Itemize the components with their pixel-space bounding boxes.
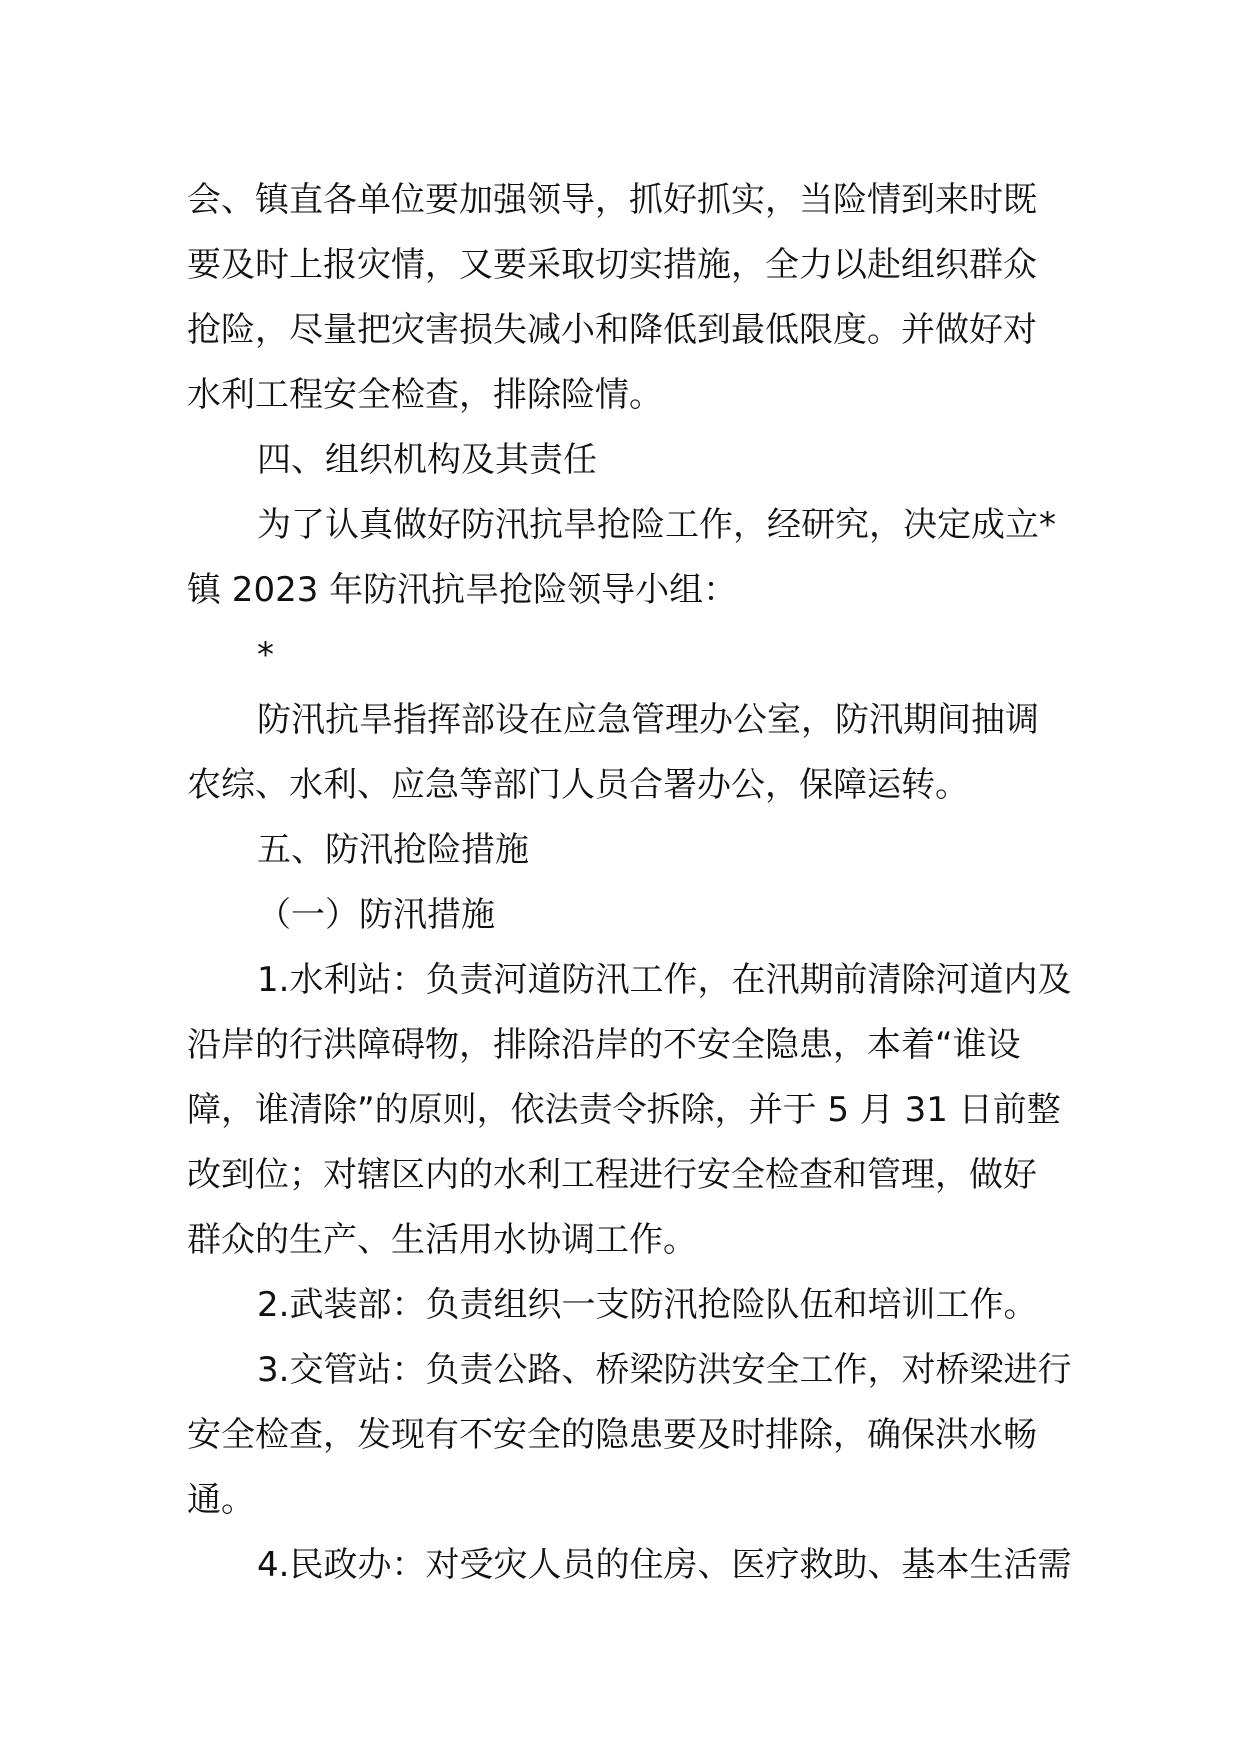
paragraph-line: 防汛抗旱指挥部设在应急管理办公室，防汛期间抽调	[257, 700, 1039, 740]
paragraph-line: 抢险，尽量把灾害损失减小和降低到最低限度。并做好对	[187, 310, 1037, 350]
paragraph-line: 会、镇直各单位要加强领导，抓好抓实，当险情到来时既	[187, 180, 1037, 220]
list-item-line: 群众的生产、生活用水协调工作。	[187, 1220, 697, 1260]
list-item-line: 1.水利站：负责河道防汛工作，在汛期前清除河道内及	[257, 960, 1072, 1000]
list-item-line: 通。	[187, 1480, 255, 1520]
document-page	[187, 168, 1072, 1598]
paragraph-line: 镇 2023 年防汛抗旱抢险领导小组：	[187, 570, 738, 610]
paragraph-line: 要及时上报灾情，又要采取切实措施，全力以赴组织群众	[187, 245, 1037, 285]
paragraph-line: 水利工程安全检查，排除险情。	[187, 375, 663, 415]
subsection-heading: （一）防汛措施	[257, 895, 495, 935]
section-heading: 四、组织机构及其责任	[257, 440, 597, 480]
list-item-line: 沿岸的行洪障碍物，排除沿岸的不安全隐患，本着“谁设	[187, 1025, 1021, 1065]
list-item-line: 2.武装部：负责组织一支防汛抢险队伍和培训工作。	[257, 1285, 1038, 1325]
list-item-line: 安全检查，发现有不安全的隐患要及时排除，确保洪水畅	[187, 1415, 1037, 1455]
paragraph-line: 农综、水利、应急等部门人员合署办公，保障运转。	[187, 765, 969, 805]
section-heading: 五、防汛抢险措施	[257, 830, 529, 870]
list-item-line: 障，谁清除”的原则，依法责令拆除，并于 5 月 31 日前整	[187, 1090, 1061, 1130]
list-item-line: 改到位；对辖区内的水利工程进行安全检查和管理，做好	[187, 1155, 1037, 1195]
list-item-line: 3.交管站：负责公路、桥梁防洪安全工作，对桥梁进行	[257, 1350, 1072, 1390]
paragraph-line: *	[257, 635, 274, 675]
paragraph-line: 为了认真做好防汛抗旱抢险工作，经研究，决定成立*	[257, 505, 1056, 545]
list-item-line: 4.民政办：对受灾人员的住房、医疗救助、基本生活需	[257, 1545, 1072, 1585]
